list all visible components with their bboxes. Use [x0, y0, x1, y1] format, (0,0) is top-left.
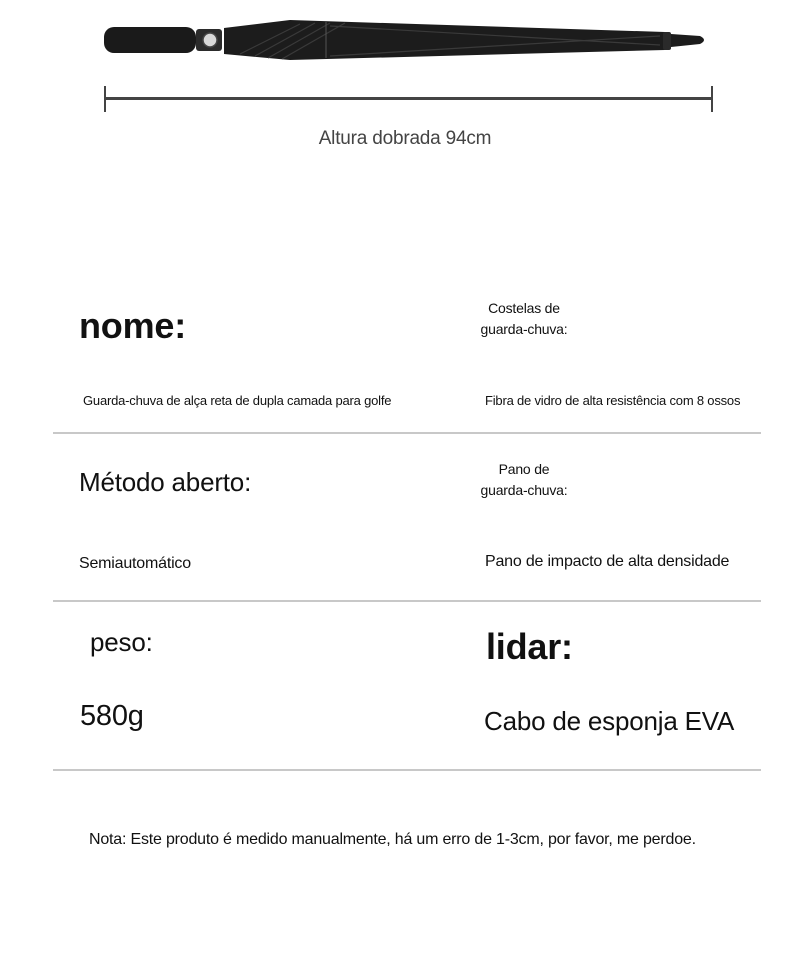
spec-label-ribs-line2: guarda-chuva: — [480, 321, 568, 337]
measurement-note: Nota: Este produto é medido manualmente, há um erro de 1-3cm, por favor, me perdoe. — [89, 831, 696, 848]
spec-value-weight: 580g — [80, 700, 144, 732]
spec-label-ribs-line1: Costelas de — [488, 300, 560, 316]
spec-label-fabric-line1: Pano de — [498, 461, 550, 477]
umbrella-tip — [671, 34, 704, 47]
spec-label-fabric-line2: guarda-chuva: — [480, 482, 568, 498]
spec-label-open-method: Método aberto: — [79, 467, 252, 497]
spec-value-ribs: Fibra de vidro de alta resistência com 8 ossos — [485, 393, 741, 408]
spec-value-name: Guarda-chuva de alça reta de dupla camada para golfe — [83, 393, 392, 408]
spec-label-weight: peso: — [90, 627, 153, 657]
spec-value-open-method: Semiautomático — [79, 555, 191, 572]
spec-value-fabric: Pano de impacto de alta densidade — [485, 553, 730, 570]
length-measure-line — [104, 86, 713, 112]
spec-label-name: nome: — [79, 305, 187, 346]
open-button — [203, 33, 217, 47]
spec-label-handle: lidar: — [486, 626, 573, 667]
folded-height-caption: Altura dobrada 94cm — [318, 128, 492, 149]
umbrella-handle — [104, 27, 196, 53]
umbrella-illustration — [100, 14, 712, 64]
row-divider — [53, 600, 761, 602]
row-divider — [53, 769, 761, 771]
row-divider — [53, 432, 761, 434]
spec-label-ribs — [478, 298, 570, 340]
spec-label-fabric — [478, 459, 570, 501]
spec-value-handle: Cabo de esponja EVA — [484, 706, 735, 736]
